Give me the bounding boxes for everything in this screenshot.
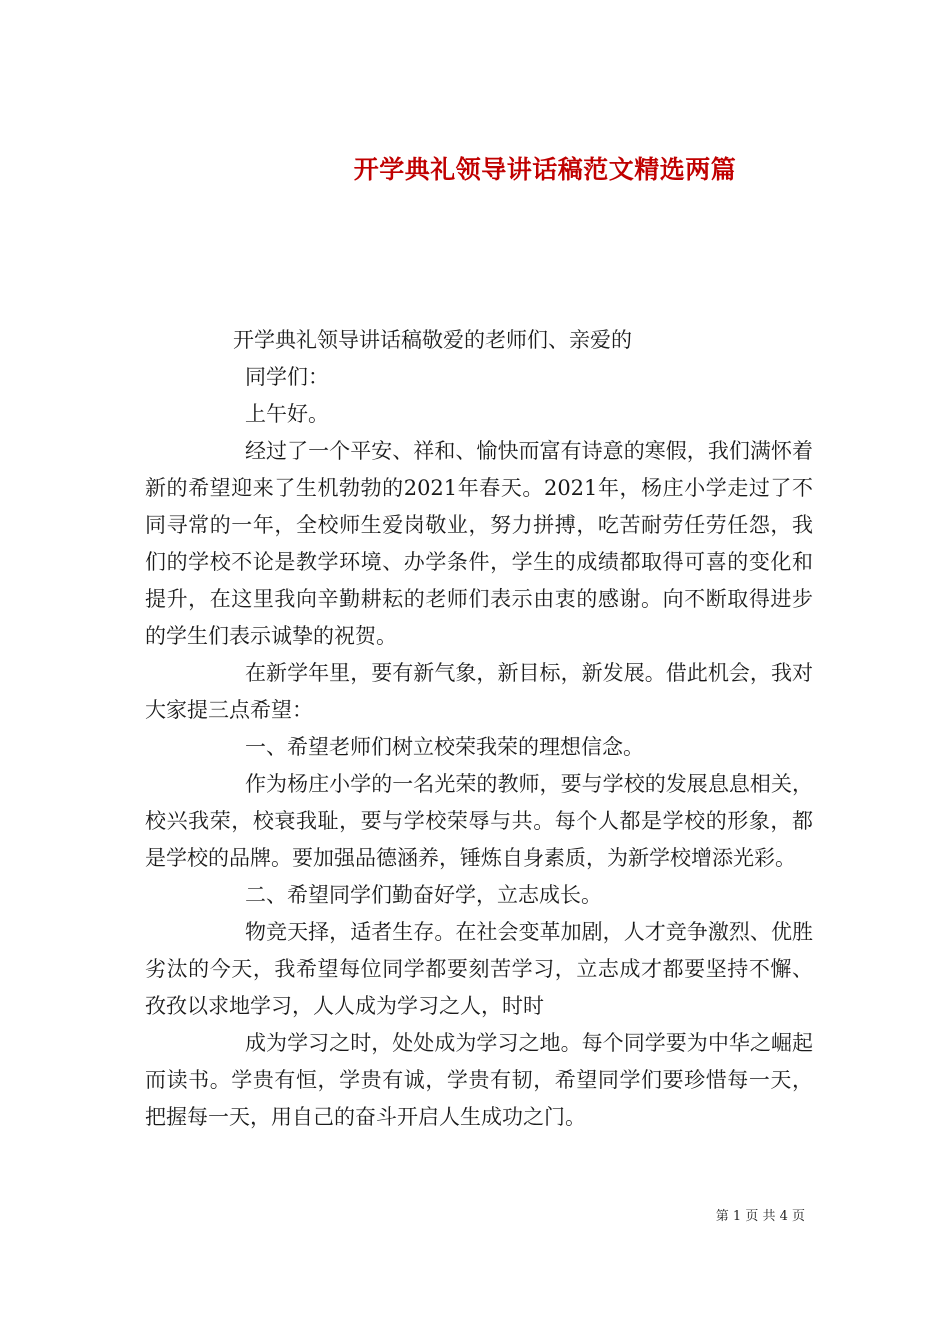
paragraph: 在新学年里，要有新气象，新目标，新发展。借此机会，我对大家提三点希望： bbox=[145, 661, 813, 722]
paragraph: 经过了一个平安、祥和、愉快而富有诗意的寒假，我们满怀着新的希望迎来了生机勃勃的2021年春天。2021年，杨庄小学走过了不同寻常的一年，全校师生爱岗敬业，努力拼搏，吃苦耐劳任劳任怨，我们的学校不论是教学环境、办学条件，学生的成绩都取得可喜的变化和提升，在这里我向辛勤耕耘的老师们表示由衷的感谢。向不断取得进步的学生们表示诚挚的祝贺。 bbox=[145, 439, 813, 648]
document-body bbox=[145, 322, 813, 1136]
paragraph: 物竞天择，适者生存。在社会变革加剧，人才竞争激烈、优胜劣汰的今天，我希望每位同学都要刻苦学习，立志成才都要坚持不懈、孜孜以求地学习，人人成为学习之人，时时 bbox=[145, 920, 813, 1018]
salutation-line: 开学典礼领导讲话稿敬爱的老师们、亲爱的 bbox=[233, 328, 632, 352]
greeting: 上午好。 bbox=[245, 402, 329, 426]
page-number-footer: 第 1 页 共 4 页 bbox=[715, 1209, 805, 1224]
paragraph: 作为杨庄小学的一名光荣的教师，要与学校的发展息息相关，校兴我荣，校衰我耻，要与学校荣辱与共。每个人都是学校的形象，都是学校的品牌。要加强品德涵养，锤炼自身素质，为新学校增添光彩。 bbox=[145, 772, 813, 870]
page-title: 开学典礼领导讲话稿范文精选两篇 bbox=[353, 154, 737, 184]
paragraph: 成为学习之时，处处成为学习之地。每个同学要为中华之崛起而读书。学贵有恒，学贵有诚，学贵有韧，希望同学们要珍惜每一天，把握每一天，用自己的奋斗开启人生成功之门。 bbox=[145, 1031, 813, 1129]
salutation-continued: 同学们： bbox=[245, 365, 329, 389]
section-heading: 一、希望老师们树立校荣我荣的理想信念。 bbox=[245, 735, 644, 759]
section-heading: 二、希望同学们勤奋好学，立志成长。 bbox=[245, 883, 602, 907]
